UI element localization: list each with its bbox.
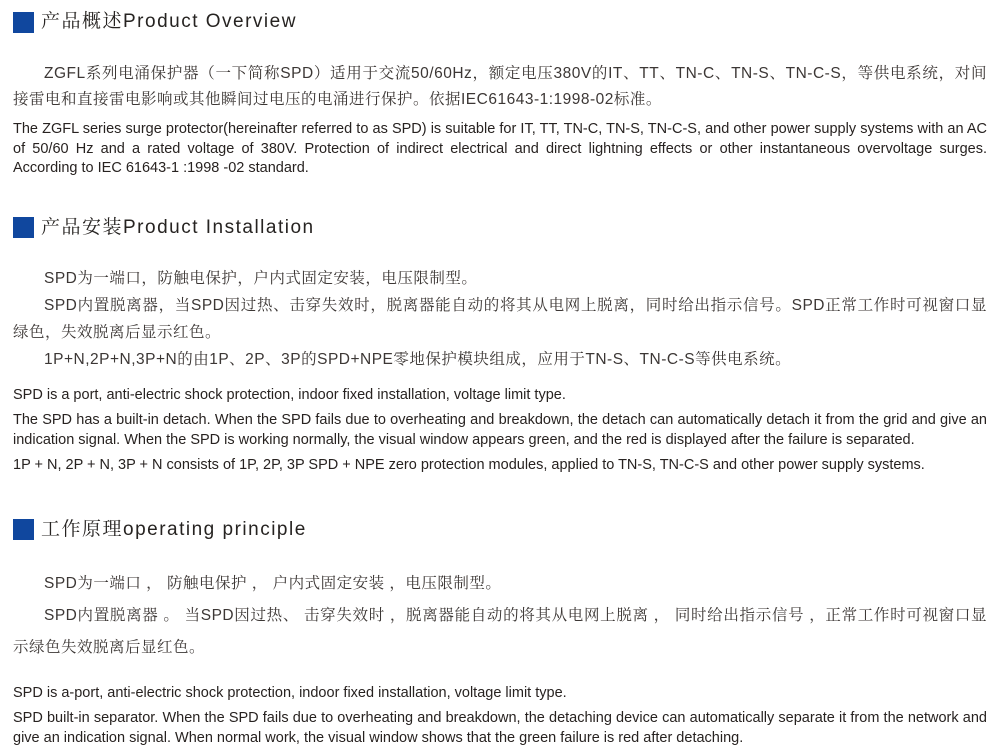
paragraph-zh: SPD内置脱离器 。 当SPD因过热、 击穿失效时 ，脱离器能自动的将其从电网上脱离 ， 同时给出指示信号 ，正常工作时可视窗口显示绿色失效脱离后显红色。 (13, 600, 987, 664)
paragraph-zh: SPD为一端口 ， 防触电保护 ， 户内式固定安装 ，电压限制型。 (13, 568, 987, 600)
chinese-text-block (13, 568, 987, 664)
section-title-text: 工作原理operating principle (41, 518, 307, 542)
paragraph-zh: 1P+N,2P+N,3P+N的由1P、2P、3P的SPD+NPE零地保护模块组成，应用于TN-S、TN-C-S等供电系统。 (13, 346, 987, 373)
blue-square-marker-icon (13, 12, 34, 33)
blue-square-marker-icon (13, 217, 34, 238)
blue-square-marker-icon (13, 519, 34, 540)
paragraph-en: 1P + N, 2P + N, 3P + N consists of 1P, 2P, 3P SPD + NPE zero protection modules, applied to TN-S, TN-C-S and other power supply systems. (13, 456, 987, 476)
paragraph-en: SPD is a port, anti-electric shock protection, indoor fixed installation, voltage limit type. (13, 386, 987, 406)
paragraph-zh: SPD内置脱离器，当SPD因过热、击穿失效时，脱离器能自动的将其从电网上脱离，同时给出指示信号。SPD正常工作时可视窗口显绿色，失效脱离后显示红色。 (13, 292, 987, 346)
section-title-text: 产品安装Product Installation (41, 216, 315, 240)
section-title-operating-principle (13, 518, 987, 542)
chinese-text-block (13, 265, 987, 373)
section-product-installation (13, 216, 987, 476)
paragraph-en: The ZGFL series surge protector(hereinafter referred to as SPD) is suitable for IT, TT, TN-C, TN-S, TN-C-S, and other power supply systems with an AC of 50/60 Hz and a rated voltage of 380V. Protection of indirect electrical and direct lightning effects or other instantaneous overvoltage surges. According to IEC 61643-1 :1998 -02 standard. (13, 120, 987, 179)
section-title-text: 产品概述Product Overview (41, 10, 297, 34)
section-product-overview (13, 10, 987, 179)
paragraph-en: SPD is a-port, anti-electric shock protection, indoor fixed installation, voltage limit type. (13, 684, 987, 704)
section-operating-principle (13, 518, 987, 748)
section-title-product-overview (13, 10, 987, 34)
paragraph-zh: ZGFL系列电涌保护器（一下简称SPD）适用于交流50/60Hz，额定电压380V的IT、TT、TN-C、TN-S、TN-C-S，等供电系统，对间接雷电和直接雷电影响或其他瞬间过电压的电涌进行保护。依据IEC61643-1:1998-02标准。 (13, 61, 987, 113)
paragraph-zh: SPD为一端口，防触电保护，户内式固定安装，电压限制型。 (13, 265, 987, 292)
paragraph-en: The SPD has a built-in detach. When the SPD fails due to overheating and breakdown, the detach can automatically detach it from the grid and give an indication signal. When the SPD is working normally, the visual window appears green, and the red is displayed after the failure is separated. (13, 411, 987, 450)
section-title-product-installation (13, 216, 987, 240)
paragraph-en: SPD built-in separator. When the SPD fails due to overheating and breakdown, the detaching device can automatically separate it from the network and give an indication signal. When normal work, the visual window shows that the green failure is red after detaching. (13, 709, 987, 748)
